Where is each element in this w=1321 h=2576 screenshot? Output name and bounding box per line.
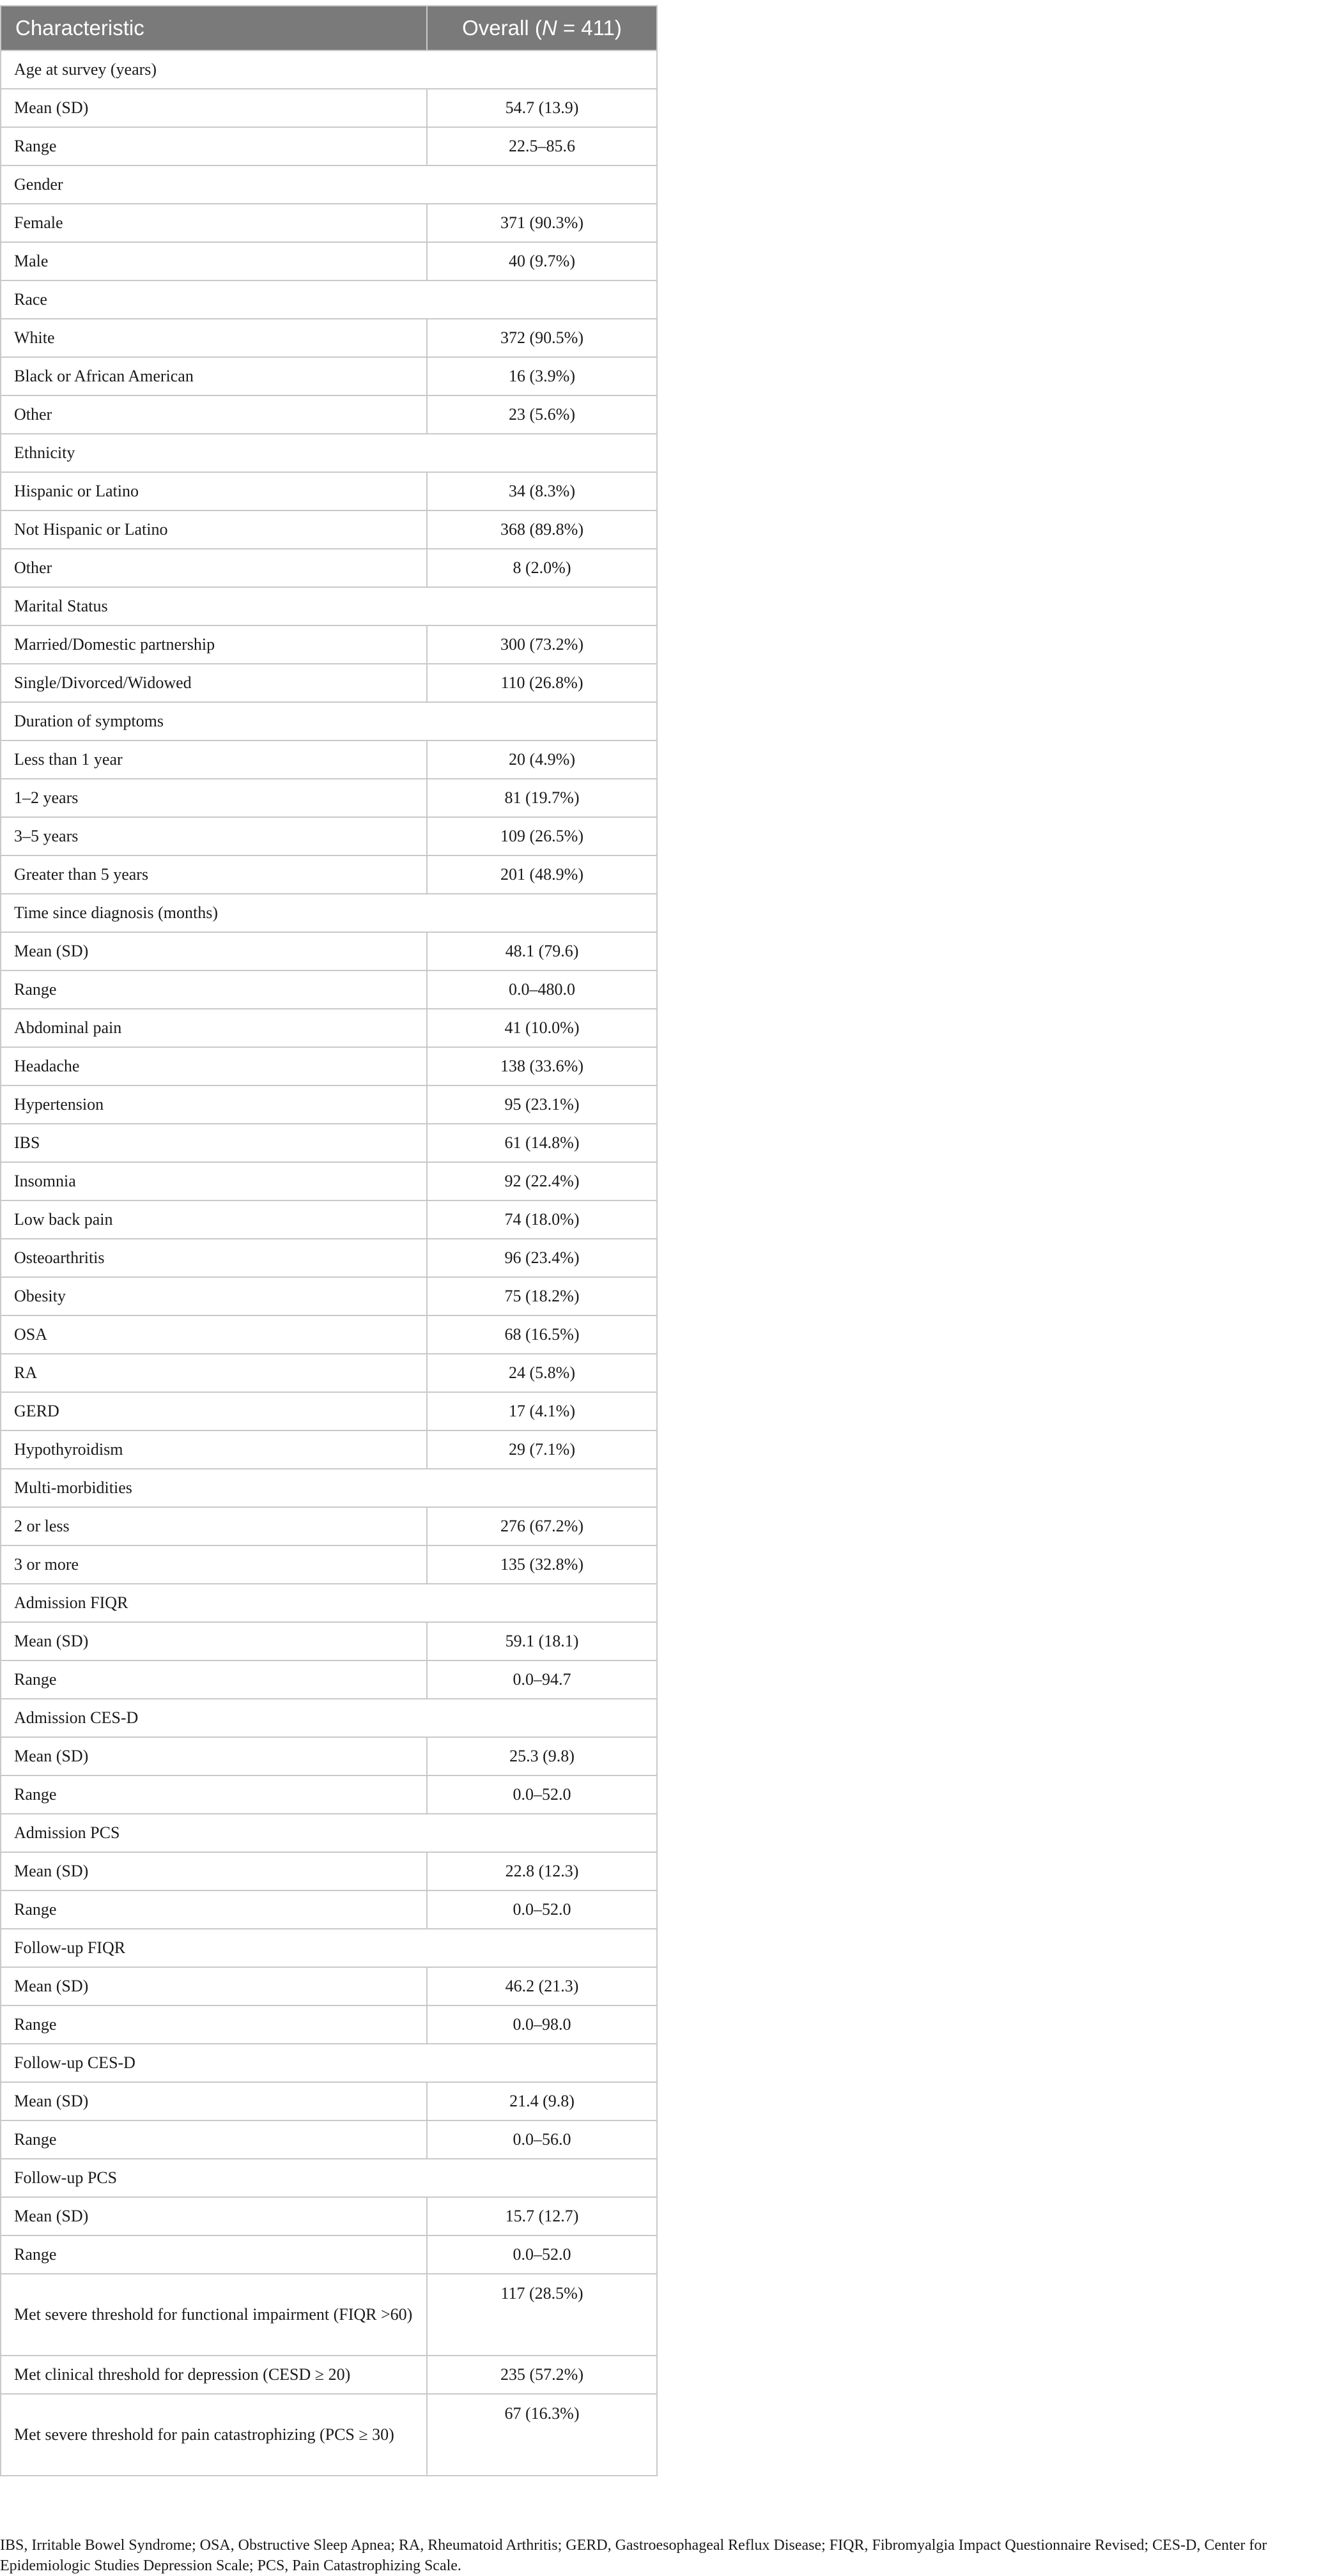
row-value: 48.1 (79.6) bbox=[427, 932, 657, 970]
row-value: 40 (9.7%) bbox=[427, 242, 657, 280]
row-value: 34 (8.3%) bbox=[427, 472, 657, 510]
row-value: 24 (5.8%) bbox=[427, 1354, 657, 1392]
row-label: GERD bbox=[1, 1392, 427, 1430]
row-value: 67 (16.3%) bbox=[427, 2394, 657, 2476]
row-label: Hypertension bbox=[1, 1085, 427, 1124]
row-label: Headache bbox=[1, 1047, 427, 1085]
table-row bbox=[1, 1737, 657, 1775]
row-label: Single/Divorced/Widowed bbox=[1, 664, 427, 702]
row-label: Insomnia bbox=[1, 1162, 427, 1200]
section-label: Admission CES-D bbox=[1, 1699, 657, 1737]
table-row bbox=[1, 1890, 657, 1929]
row-label: 3–5 years bbox=[1, 817, 427, 855]
row-label: Mean (SD) bbox=[1, 1852, 427, 1890]
row-label: Hypothyroidism bbox=[1, 1430, 427, 1469]
table-row bbox=[1, 1392, 657, 1430]
section-row bbox=[1, 165, 657, 204]
table-row bbox=[1, 1124, 657, 1162]
row-value: 371 (90.3%) bbox=[427, 204, 657, 242]
table-row bbox=[1, 1660, 657, 1699]
table-row bbox=[1, 127, 657, 165]
table-row bbox=[1, 1354, 657, 1392]
section-row bbox=[1, 587, 657, 625]
row-label: Osteoarthritis bbox=[1, 1239, 427, 1277]
row-value: 135 (32.8%) bbox=[427, 1545, 657, 1584]
row-label: Range bbox=[1, 2120, 427, 2159]
row-value: 96 (23.4%) bbox=[427, 1239, 657, 1277]
row-value: 8 (2.0%) bbox=[427, 549, 657, 587]
table-row bbox=[1, 395, 657, 434]
row-label: Range bbox=[1, 127, 427, 165]
section-label: Gender bbox=[1, 165, 657, 204]
row-value: 22.5–85.6 bbox=[427, 127, 657, 165]
row-value: 117 (28.5%) bbox=[427, 2274, 657, 2356]
section-row bbox=[1, 1814, 657, 1852]
section-label: Follow-up FIQR bbox=[1, 1929, 657, 1967]
row-value: 81 (19.7%) bbox=[427, 779, 657, 817]
row-label: Mean (SD) bbox=[1, 2082, 427, 2120]
section-label: Follow-up PCS bbox=[1, 2159, 657, 2197]
row-label: 2 or less bbox=[1, 1507, 427, 1545]
row-value: 16 (3.9%) bbox=[427, 357, 657, 395]
table-row bbox=[1, 1430, 657, 1469]
section-label: Ethnicity bbox=[1, 434, 657, 472]
table-row bbox=[1, 510, 657, 549]
row-value: 92 (22.4%) bbox=[427, 1162, 657, 1200]
table-row bbox=[1, 2197, 657, 2235]
table-row bbox=[1, 1775, 657, 1814]
row-label: White bbox=[1, 319, 427, 357]
row-label: Other bbox=[1, 395, 427, 434]
table-row bbox=[1, 1852, 657, 1890]
row-label: Range bbox=[1, 970, 427, 1009]
characteristics-table bbox=[0, 5, 658, 2476]
row-label: Black or African American bbox=[1, 357, 427, 395]
table-header-row bbox=[1, 6, 657, 50]
section-row bbox=[1, 702, 657, 740]
table-row bbox=[1, 2082, 657, 2120]
table-row bbox=[1, 932, 657, 970]
table-row bbox=[1, 1277, 657, 1315]
section-row bbox=[1, 50, 657, 89]
row-label: OSA bbox=[1, 1315, 427, 1354]
row-value: 0.0–52.0 bbox=[427, 1890, 657, 1929]
row-value: 95 (23.1%) bbox=[427, 1085, 657, 1124]
section-label: Marital Status bbox=[1, 587, 657, 625]
table-row bbox=[1, 817, 657, 855]
header-overall-prefix: Overall ( bbox=[462, 16, 542, 40]
row-label: Male bbox=[1, 242, 427, 280]
row-value: 68 (16.5%) bbox=[427, 1315, 657, 1354]
table-row bbox=[1, 2274, 657, 2356]
row-value: 110 (26.8%) bbox=[427, 664, 657, 702]
row-label: Obesity bbox=[1, 1277, 427, 1315]
section-row bbox=[1, 1929, 657, 1967]
table-row bbox=[1, 1239, 657, 1277]
row-label: Less than 1 year bbox=[1, 740, 427, 779]
row-label: 3 or more bbox=[1, 1545, 427, 1584]
section-row bbox=[1, 1699, 657, 1737]
table-row bbox=[1, 970, 657, 1009]
row-value: 15.7 (12.7) bbox=[427, 2197, 657, 2235]
row-label: 1–2 years bbox=[1, 779, 427, 817]
table-row bbox=[1, 1507, 657, 1545]
table-row bbox=[1, 855, 657, 894]
table-row bbox=[1, 664, 657, 702]
row-label: Met clinical threshold for depression (CESD ≥ 20) bbox=[1, 2356, 427, 2394]
table-footnote: IBS, Irritable Bowel Syndrome; OSA, Obstructive Sleep Apnea; RA, Rheumatoid Arthritis; GERD, Gastroesophageal Reflux Disease; FIQR, Fibromyalgia Impact Questionnaire Revised; CES-D, Center for Epidemiologic Studies Depression Scale; PCS, Pain Catastrophizing Scale. bbox=[0, 2537, 1267, 2574]
row-label: Range bbox=[1, 2005, 427, 2044]
table-row bbox=[1, 1047, 657, 1085]
row-value: 368 (89.8%) bbox=[427, 510, 657, 549]
section-row bbox=[1, 2044, 657, 2082]
row-label: Other bbox=[1, 549, 427, 587]
table-row bbox=[1, 740, 657, 779]
row-label: Female bbox=[1, 204, 427, 242]
row-value: 0.0–52.0 bbox=[427, 2235, 657, 2274]
row-value: 41 (10.0%) bbox=[427, 1009, 657, 1047]
table-row bbox=[1, 2356, 657, 2394]
row-value: 201 (48.9%) bbox=[427, 855, 657, 894]
row-label: Range bbox=[1, 1890, 427, 1929]
section-row bbox=[1, 1469, 657, 1507]
header-overall-suffix: = 411) bbox=[557, 16, 622, 40]
row-label: Greater than 5 years bbox=[1, 855, 427, 894]
row-label: Not Hispanic or Latino bbox=[1, 510, 427, 549]
section-label: Time since diagnosis (months) bbox=[1, 894, 657, 932]
row-label: Met severe threshold for pain catastrophizing (PCS ≥ 30) bbox=[1, 2394, 427, 2476]
table-row bbox=[1, 549, 657, 587]
row-value: 54.7 (13.9) bbox=[427, 89, 657, 127]
header-characteristic: Characteristic bbox=[1, 6, 427, 50]
row-label: Range bbox=[1, 1660, 427, 1699]
row-value: 17 (4.1%) bbox=[427, 1392, 657, 1430]
section-row bbox=[1, 1584, 657, 1622]
section-label: Follow-up CES-D bbox=[1, 2044, 657, 2082]
row-value: 0.0–480.0 bbox=[427, 970, 657, 1009]
section-row bbox=[1, 280, 657, 319]
row-value: 74 (18.0%) bbox=[427, 1200, 657, 1239]
table-row bbox=[1, 2005, 657, 2044]
section-row bbox=[1, 894, 657, 932]
section-row bbox=[1, 434, 657, 472]
table-container bbox=[0, 5, 658, 2476]
row-label: IBS bbox=[1, 1124, 427, 1162]
table-row bbox=[1, 1200, 657, 1239]
row-label: Mean (SD) bbox=[1, 932, 427, 970]
row-label: Mean (SD) bbox=[1, 1622, 427, 1660]
table-row bbox=[1, 2235, 657, 2274]
row-value: 372 (90.5%) bbox=[427, 319, 657, 357]
row-value: 235 (57.2%) bbox=[427, 2356, 657, 2394]
row-label: Met severe threshold for functional impairment (FIQR >60) bbox=[1, 2274, 427, 2356]
section-label: Race bbox=[1, 280, 657, 319]
row-label: Mean (SD) bbox=[1, 89, 427, 127]
section-label: Age at survey (years) bbox=[1, 50, 657, 89]
row-label: Range bbox=[1, 1775, 427, 1814]
table-row bbox=[1, 1009, 657, 1047]
row-value: 29 (7.1%) bbox=[427, 1430, 657, 1469]
table-row bbox=[1, 2120, 657, 2159]
table-body bbox=[1, 50, 657, 2476]
row-value: 0.0–98.0 bbox=[427, 2005, 657, 2044]
row-label: RA bbox=[1, 1354, 427, 1392]
row-value: 300 (73.2%) bbox=[427, 625, 657, 664]
row-value: 23 (5.6%) bbox=[427, 395, 657, 434]
table-row bbox=[1, 472, 657, 510]
table-row bbox=[1, 1622, 657, 1660]
table-row bbox=[1, 625, 657, 664]
section-label: Multi-morbidities bbox=[1, 1469, 657, 1507]
row-label: Low back pain bbox=[1, 1200, 427, 1239]
section-label: Admission FIQR bbox=[1, 1584, 657, 1622]
row-value: 0.0–52.0 bbox=[427, 1775, 657, 1814]
table-row bbox=[1, 319, 657, 357]
table-row bbox=[1, 2394, 657, 2476]
row-label: Mean (SD) bbox=[1, 2197, 427, 2235]
row-value: 20 (4.9%) bbox=[427, 740, 657, 779]
row-value: 59.1 (18.1) bbox=[427, 1622, 657, 1660]
row-value: 276 (67.2%) bbox=[427, 1507, 657, 1545]
table-row bbox=[1, 89, 657, 127]
table-row bbox=[1, 1967, 657, 2005]
row-value: 0.0–56.0 bbox=[427, 2120, 657, 2159]
row-label: Hispanic or Latino bbox=[1, 472, 427, 510]
table-row bbox=[1, 1162, 657, 1200]
table-row bbox=[1, 779, 657, 817]
table-row bbox=[1, 1085, 657, 1124]
row-value: 109 (26.5%) bbox=[427, 817, 657, 855]
header-overall-n: N bbox=[541, 16, 557, 40]
row-value: 75 (18.2%) bbox=[427, 1277, 657, 1315]
row-label: Married/Domestic partnership bbox=[1, 625, 427, 664]
section-label: Admission PCS bbox=[1, 1814, 657, 1852]
row-label: Range bbox=[1, 2235, 427, 2274]
table-row bbox=[1, 1545, 657, 1584]
row-value: 138 (33.6%) bbox=[427, 1047, 657, 1085]
row-value: 22.8 (12.3) bbox=[427, 1852, 657, 1890]
row-label: Mean (SD) bbox=[1, 1967, 427, 2005]
section-row bbox=[1, 2159, 657, 2197]
table-row bbox=[1, 357, 657, 395]
section-label: Duration of symptoms bbox=[1, 702, 657, 740]
row-value: 0.0–94.7 bbox=[427, 1660, 657, 1699]
table-row bbox=[1, 204, 657, 242]
header-overall bbox=[427, 6, 657, 50]
table-row bbox=[1, 1315, 657, 1354]
row-label: Abdominal pain bbox=[1, 1009, 427, 1047]
row-value: 46.2 (21.3) bbox=[427, 1967, 657, 2005]
row-value: 21.4 (9.8) bbox=[427, 2082, 657, 2120]
table-row bbox=[1, 242, 657, 280]
row-label: Mean (SD) bbox=[1, 1737, 427, 1775]
row-value: 61 (14.8%) bbox=[427, 1124, 657, 1162]
row-value: 25.3 (9.8) bbox=[427, 1737, 657, 1775]
